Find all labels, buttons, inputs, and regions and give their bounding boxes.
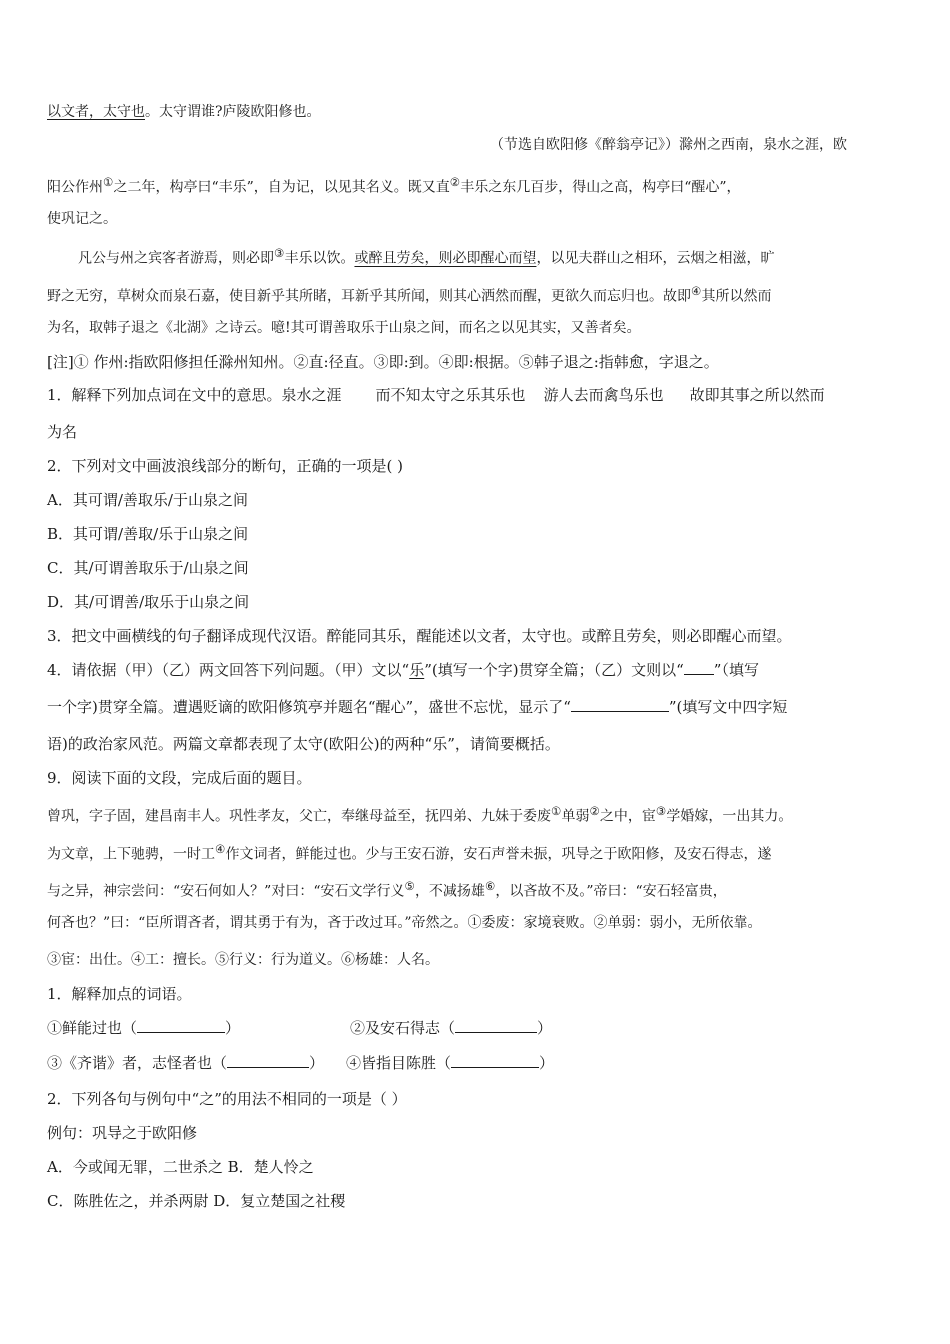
answer-blank[interactable]	[137, 1018, 225, 1033]
footnote-marker: ①	[551, 804, 562, 818]
answer-blank[interactable]	[227, 1053, 309, 1068]
passage-line: 阳公作州①之二年，构亭曰“丰乐”，自为记，以见其名义。既又直②丰乐之东几百步，得山之高，构亭曰“醒心”，	[47, 175, 741, 196]
options-cd: C．陈胜佐之，并杀两尉 D．复立楚国之社稷	[47, 1192, 346, 1210]
passage-line: 野之无穷，草树众而泉石嘉，使目新乎其所睹，耳新乎其所闻，则其心洒然而醒，更欲久而忘归也。故即④其所以然而	[47, 284, 772, 305]
footnote-marker: ③	[274, 246, 285, 260]
footnote-marker: ④	[691, 284, 702, 298]
fill-item: ①鲜能过也（ ）	[47, 1019, 241, 1037]
option-c: C．其/可谓善取乐于/山泉之间	[47, 559, 249, 577]
passage-line: ③宦：出仕。④工：擅长。⑤行义：行为道义。⑥杨雄：人名。	[47, 952, 439, 968]
question-1-cont: 为名	[47, 423, 78, 441]
option-d: D．其/可谓善/取乐于山泉之间	[47, 593, 250, 611]
answer-blank[interactable]	[451, 1053, 539, 1068]
answer-blank[interactable]	[571, 697, 669, 712]
footnote-marker: ③	[655, 804, 667, 818]
question-3: 3．把文中画横线的句子翻译成现代汉语。醉能同其乐，醒能述以文者，太守也。或醉且劳矣，则必即醒心而望。	[47, 627, 792, 645]
question-4-cont: 语)的政治家风范。两篇文章都表现了太守(欧阳公)的两种“乐”，请简要概括。	[47, 735, 560, 753]
footnote-marker: ②	[589, 804, 600, 818]
question-9: 9．阅读下面的文段，完成后面的题目。	[47, 769, 312, 787]
annotation-note: [注]① 作州:指欧阳修担任滁州知州。②直:径直。③即:到。④即:根据。⑤韩子退之:指韩愈，字退之。	[47, 353, 719, 371]
passage-line: 以文者，太守也。太守谓谁?庐陵欧阳修也。	[47, 104, 321, 120]
fill-item: ②及安石得志（ ）	[350, 1019, 553, 1037]
passage-line: 使巩记之。	[47, 211, 117, 227]
passage-line: 何吝也？”曰：“臣所谓吝者，谓其勇于有为，吝于改过耳。”帝然之。①委废：家境衰败。②单弱：弱小，无所依靠。	[47, 915, 762, 931]
answer-blank[interactable]	[455, 1018, 537, 1033]
passage-line: 与之异，神宗尝问：“安石何如人？”对曰：“安石文学行义⑤，不减扬雄⑥，以吝故不及。”帝曰：“安石轻富贵，	[47, 879, 727, 900]
passage-line: 曾巩，字子固，建昌南丰人。巩性孝友，父亡，奉继母益至，抚四弟、九妹于委废①单弱②之中，宦③学婚嫁，一出其力。	[47, 804, 793, 825]
question-9-2: 2．下列各句与例句中“之”的用法不相同的一项是（ ）	[47, 1090, 407, 1108]
passage-line: （节选自欧阳修《醉翁亭记》）滁州之西南，泉水之涯，欧	[490, 137, 847, 153]
option-a: A．其可谓/善取乐/于山泉之间	[47, 491, 248, 509]
passage-line: 为名，取韩子退之《北湖》之诗云。噫!其可谓善取乐于山泉之间，而名之以见其实，又善者矣。	[47, 320, 641, 336]
fill-item: ③《齐谐》者，志怪者也（ ）	[47, 1054, 325, 1072]
underlined-sentence: 或醉且劳矣，则必即醒心而望	[354, 250, 537, 267]
example-sentence: 例句：巩导之于欧阳修	[47, 1124, 198, 1142]
footnote-marker: ⑥	[484, 879, 496, 893]
question-4: 4．请依据（甲）（乙）两文回答下列问题。（甲）文以“乐”(填写一个字)贯穿全篇；（乙）文则以“ ”（填写	[47, 661, 759, 679]
passage-line: 为文章，上下驰骋，一时工④作文词者，鲜能过也。少与王安石游，安石声誉未振，巩导之于欧阳修，及安石得志，遂	[47, 842, 772, 863]
fill-item: ④皆指目陈胜（ ）	[346, 1054, 555, 1072]
question-2: 2．下列对文中画波浪线部分的断句，正确的一项是( )	[47, 457, 404, 475]
passage-line: 凡公与州之宾客者游焉，则必即③丰乐以饮。或醉且劳矣，则必即醒心而望，以见夫群山之相环，云烟之相滋，旷	[78, 246, 775, 267]
question-9-1: 1．解释加点的词语。	[47, 985, 192, 1003]
footnote-marker: ①	[103, 175, 114, 189]
options-ab: A．今或闻无罪，二世杀之 B．楚人怜之	[47, 1158, 314, 1176]
footnote-marker: ④	[215, 842, 226, 856]
source-citation: （节选自欧阳修《醉翁亭记》）	[490, 137, 679, 153]
option-b: B．其可谓/善取/乐于山泉之间	[47, 525, 249, 543]
footnote-marker: ⑤	[404, 879, 415, 893]
question-4-cont: 一个字)贯穿全篇。遭遇贬谪的欧阳修筑亭并题名“醒心”，盛世不忘忧，显示了“ ”(填写文中四字短	[47, 698, 788, 716]
question-1: 1．解释下列加点词在文中的意思。泉水之涯 而不知太守之乐其乐也 游人去而禽鸟乐也 故即其事之所以然而	[47, 386, 825, 404]
underlined-sentence: 以文者，太守也	[47, 104, 145, 120]
answer-blank[interactable]	[684, 660, 714, 675]
footnote-marker: ②	[449, 175, 461, 189]
